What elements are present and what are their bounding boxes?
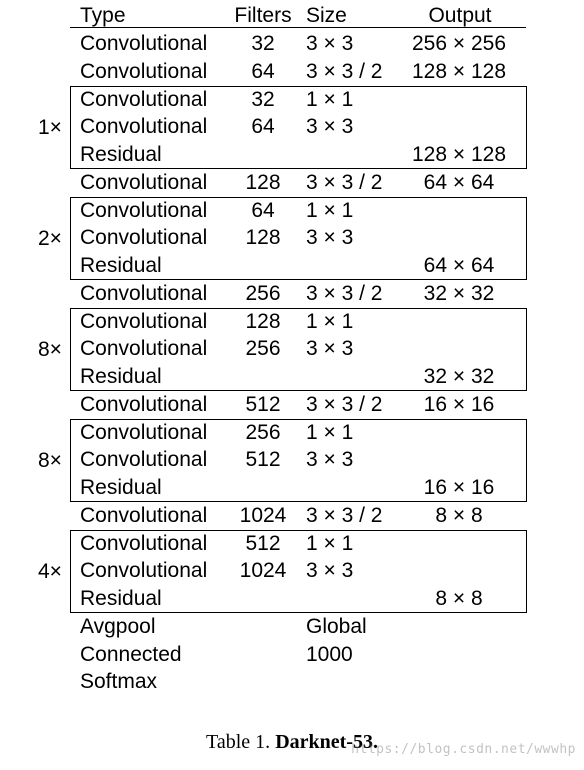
header-output: Output (428, 4, 492, 27)
cell-filters: 64 (251, 199, 275, 222)
header-type: Type (80, 4, 126, 27)
cell-type: Convolutional (80, 559, 208, 582)
cell-type: Convolutional (80, 448, 208, 471)
cell-type: Convolutional (80, 88, 208, 111)
table-row (0, 502, 584, 530)
cell-output: 32 × 32 (423, 282, 495, 305)
residual-block-1-multiplier: 1× (38, 116, 62, 139)
cell-type: Avgpool (80, 615, 156, 638)
cell-size: 1 × 1 (306, 88, 354, 111)
table-row (0, 613, 584, 641)
table-row (0, 391, 584, 419)
cell-type: Convolutional (80, 199, 208, 222)
cell-filters: 256 (245, 337, 281, 360)
cell-filters: 512 (245, 393, 281, 416)
table-row (0, 58, 584, 86)
cell-size: 1000 (306, 643, 353, 666)
cell-filters: 512 (245, 532, 281, 555)
cell-type: Residual (80, 365, 162, 388)
table-header-row (0, 2, 584, 30)
cell-size: 3 × 3 (306, 559, 354, 582)
cell-type: Softmax (80, 670, 158, 693)
cell-size: Global (306, 615, 367, 638)
cell-filters: 32 (251, 32, 275, 55)
watermark: https://blog.csdn.net/wwwhp (351, 742, 576, 757)
cell-output: 64 × 64 (423, 254, 495, 277)
cell-type: Convolutional (80, 32, 208, 55)
cell-filters: 512 (245, 448, 281, 471)
cell-filters: 64 (251, 115, 275, 138)
cell-type: Convolutional (80, 504, 208, 527)
cell-output: 8 × 8 (435, 587, 483, 610)
cell-output: 256 × 256 (411, 32, 506, 55)
header-filters: Filters (234, 4, 292, 27)
cell-filters: 32 (251, 88, 275, 111)
residual-block-2-multiplier: 2× (38, 227, 62, 250)
header-size: Size (306, 4, 347, 27)
caption-prefix: Table 1. (206, 731, 276, 753)
cell-type: Residual (80, 587, 162, 610)
caption-title: Darknet-53. (275, 731, 378, 753)
cell-size: 3 × 3 / 2 (306, 504, 383, 527)
cell-output: 16 × 16 (423, 393, 495, 416)
cell-output: 8 × 8 (435, 504, 483, 527)
cell-size: 3 × 3 / 2 (306, 60, 383, 83)
cell-size: 1 × 1 (306, 310, 354, 333)
cell-size: 3 × 3 (306, 448, 354, 471)
cell-output: 128 × 128 (411, 60, 506, 83)
cell-size: 3 × 3 (306, 226, 354, 249)
cell-filters: 256 (245, 421, 281, 444)
cell-filters: 128 (245, 171, 281, 194)
cell-filters: 128 (245, 226, 281, 249)
cell-size: 3 × 3 / 2 (306, 171, 383, 194)
cell-filters: 1024 (239, 559, 287, 582)
table-row (0, 641, 584, 669)
cell-size: 3 × 3 (306, 32, 354, 55)
header-rule (70, 27, 526, 28)
cell-output: 64 × 64 (423, 171, 495, 194)
cell-output: 16 × 16 (423, 476, 495, 499)
cell-filters: 256 (245, 282, 281, 305)
table-row (0, 668, 584, 696)
cell-type: Connected (80, 643, 182, 666)
cell-filters: 1024 (239, 504, 287, 527)
cell-output: 32 × 32 (423, 365, 495, 388)
cell-size: 3 × 3 / 2 (306, 282, 383, 305)
cell-type: Convolutional (80, 226, 208, 249)
cell-size: 1 × 1 (306, 199, 354, 222)
residual-block-4-multiplier: 8× (38, 449, 62, 472)
cell-type: Convolutional (80, 337, 208, 360)
cell-type: Convolutional (80, 282, 208, 305)
cell-type: Convolutional (80, 60, 208, 83)
cell-size: 1 × 1 (306, 532, 354, 555)
residual-block-5 (70, 530, 527, 613)
cell-size: 1 × 1 (306, 421, 354, 444)
cell-type: Convolutional (80, 310, 208, 333)
residual-block-3 (70, 308, 527, 391)
cell-type: Convolutional (80, 393, 208, 416)
cell-type: Convolutional (80, 115, 208, 138)
cell-type: Residual (80, 476, 162, 499)
residual-block-2 (70, 197, 527, 280)
cell-type: Residual (80, 143, 162, 166)
cell-filters: 128 (245, 310, 281, 333)
table-row (0, 280, 584, 308)
table-row (0, 169, 584, 197)
residual-block-5-multiplier: 4× (38, 560, 62, 583)
cell-filters: 64 (251, 60, 275, 83)
residual-block-4 (70, 419, 527, 502)
cell-type: Convolutional (80, 171, 208, 194)
cell-size: 3 × 3 (306, 337, 354, 360)
residual-block-1 (70, 86, 527, 169)
cell-size: 3 × 3 (306, 115, 354, 138)
cell-output: 128 × 128 (411, 143, 506, 166)
table-row (0, 30, 584, 58)
cell-type: Residual (80, 254, 162, 277)
residual-block-3-multiplier: 8× (38, 338, 62, 361)
cell-type: Convolutional (80, 532, 208, 555)
cell-type: Convolutional (80, 421, 208, 444)
cell-size: 3 × 3 / 2 (306, 393, 383, 416)
